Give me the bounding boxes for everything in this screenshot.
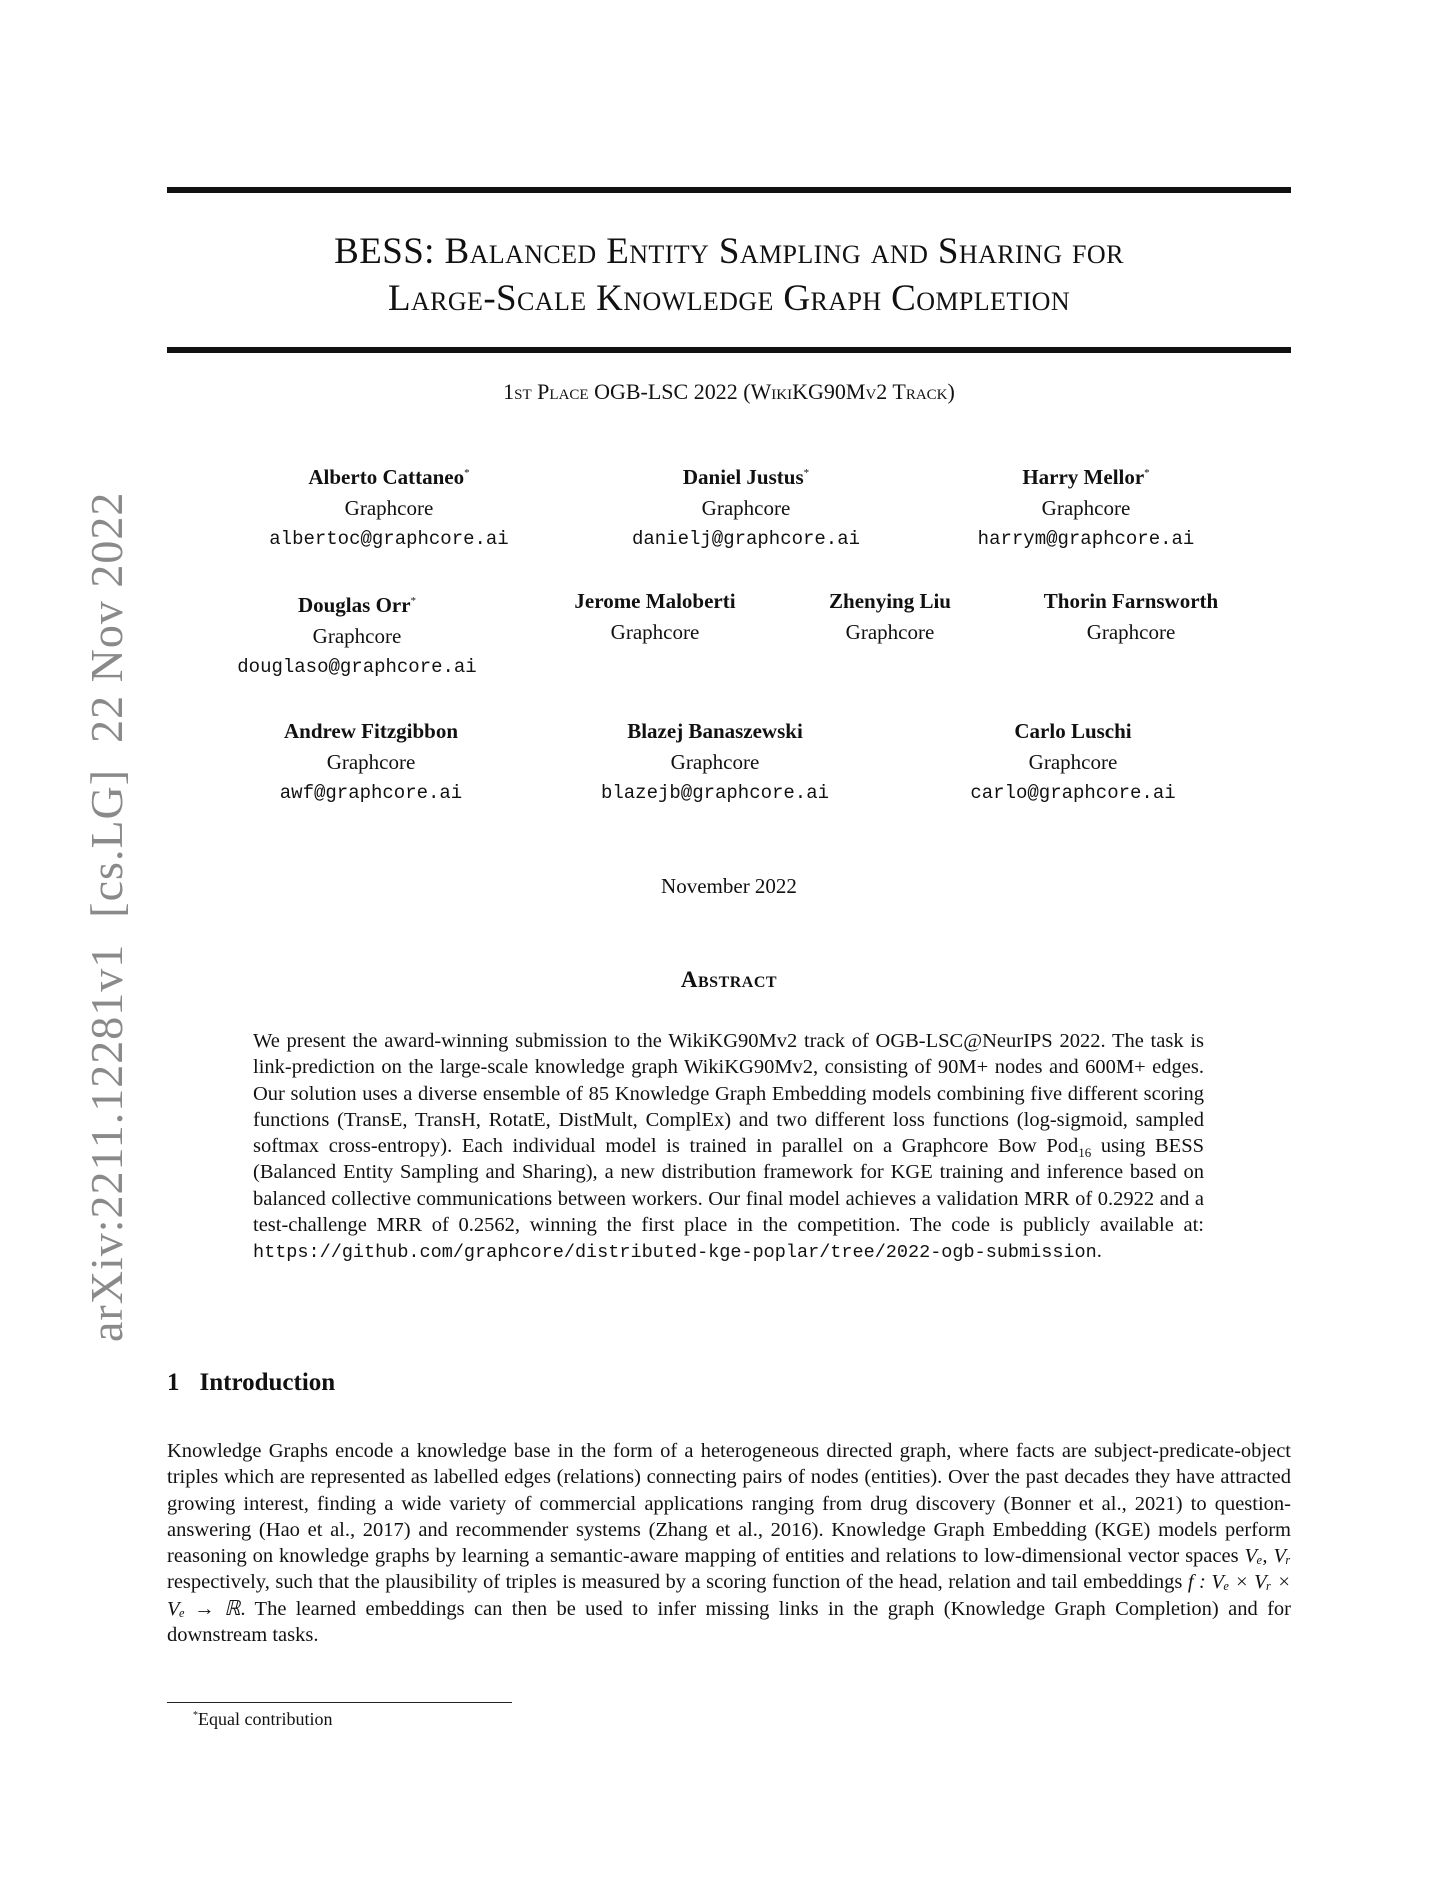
- author-email: carlo@graphcore.ai: [970, 782, 1176, 804]
- author-affiliation: Graphcore: [701, 496, 791, 520]
- paper-title: [167, 228, 1291, 322]
- title-top-rule: [167, 187, 1291, 193]
- author-email: danielj@graphcore.ai: [631, 528, 861, 550]
- arxiv-category: [cs.LG]: [81, 768, 132, 918]
- title-line-1: BESS: Balanced Entity Sampling and Sharing for: [334, 231, 1124, 272]
- author-name: Harry Mellor*: [1022, 465, 1150, 489]
- author-affiliation: Graphcore: [344, 496, 434, 520]
- math-vector-spaces: Vₑ, Vᵣ: [1244, 1545, 1292, 1568]
- author-name: Daniel Justus*: [682, 465, 810, 489]
- arxiv-sidebar-stamp: [80, 466, 133, 1342]
- author-name: Zhenying Liu: [829, 589, 951, 613]
- title-line-2: Large-Scale Knowledge Graph Completion: [387, 278, 1071, 319]
- title-bottom-rule: [167, 347, 1291, 353]
- section-number: 1: [167, 1369, 180, 1396]
- paper-date: November 2022: [661, 874, 797, 898]
- code-url-link[interactable]: https://github.com/graphcore/distributed-kge-poplar/tree/2022-ogb-submission: [253, 1242, 1097, 1264]
- section-title: Introduction: [199, 1369, 336, 1396]
- author-block: [978, 458, 1195, 555]
- author-email: douglaso@graphcore.ai: [237, 656, 477, 678]
- footnote: *Equal contribution: [193, 1709, 333, 1729]
- author-block: [601, 716, 829, 809]
- author-name: Blazej Banaszewski: [627, 719, 803, 743]
- author-name: Carlo Luschi: [1014, 719, 1132, 743]
- introduction-paragraph: Knowledge Graphs encode a knowledge base in the form of a heterogeneous directed graph, where facts are subject-predicate-object triples which are represented as labelled edges (relations) connecting pairs of nodes (entities). Over the past decades they have attracted growing interest, finding a wide variety of commercial applications ranging from drug discovery (Bonner et al., 2021) to question-answering (Hao et al., 2017) and recommender systems (Zhang et al., 2016). Knowledge Graph Embedding (KGE) models perform reasoning on knowledge graphs by learning a semantic-aware mapping of entities and relations to low-dimensional vector spaces Vₑ, Vᵣ respectively, such that the plausibility of triples is measured by a scoring function of the head, relation and tail embeddings f : Vₑ × Vᵣ × Vₑ → ℝ. The learned embeddings can then be used to infer missing links in the graph (Knowledge Graph Completion) and for downstream tasks.: [167, 1440, 1292, 1647]
- author-affiliation: Graphcore: [610, 620, 700, 644]
- author-name: Thorin Farnsworth: [1043, 589, 1219, 613]
- author-block: [280, 716, 462, 809]
- paper-subtitle: 1st Place OGB-LSC 2022 (WikiKG90Mv2 Track): [503, 379, 955, 404]
- author-email: awf@graphcore.ai: [279, 782, 463, 804]
- author-affiliation: Graphcore: [1028, 750, 1118, 774]
- footnote-rule: [167, 1702, 512, 1703]
- author-affiliation: Graphcore: [1086, 620, 1176, 644]
- author-name: Alberto Cattaneo*: [308, 465, 470, 489]
- author-block: [574, 586, 735, 648]
- author-block: [269, 458, 508, 555]
- arxiv-id: arXiv:2211.12281v1: [81, 943, 132, 1342]
- author-block: [1044, 586, 1218, 648]
- arxiv-date: 22 Nov 2022: [81, 491, 132, 743]
- author-email: albertoc@graphcore.ai: [269, 528, 509, 550]
- author-block: [829, 586, 951, 648]
- math-scoring-function: f : Vₑ × Vᵣ × Vₑ → ℝ: [167, 1571, 1292, 1620]
- author-block: [237, 586, 476, 683]
- author-name: Jerome Maloberti: [574, 589, 736, 613]
- author-name: Douglas Orr*: [297, 593, 417, 617]
- abstract-text: We present the award-winning submission to the WikiKG90Mv2 track of OGB-LSC@NeurIPS 2022. The task is link-prediction on the large-scale knowledge graph WikiKG90Mv2, consisting of 90M+ nodes and 600M+ edges. Our solution uses a diverse ensemble of 85 Knowledge Graph Embedding models combining five different scoring functions (TransE, TransH, RotatE, DistMult, ComplEx) and two different loss functions (log-sigmoid, sampled softmax cross-entropy). Each individual model is trained in parallel on a Graphcore Bow Pod$_{16}$ using BESS (Balanced Entity Sampling and Sharing), a new distribution framework for KGE training and inference based on balanced collective communications between workers. Our final model achieves a validation MRR of 0.2922 and a test-challenge MRR of 0.2562, winning the first place in the competition. The code is publicly available at: https://github.com/graphcore/distributed-kge-poplar/tree/2022-ogb-submission.: [253, 1030, 1204, 1264]
- author-affiliation: Graphcore: [845, 620, 935, 644]
- author-block: [632, 458, 860, 555]
- section-heading-introduction: [167, 1369, 335, 1397]
- author-name: Andrew Fitzgibbon: [283, 719, 459, 743]
- author-block: [970, 716, 1175, 809]
- author-email: harrym@graphcore.ai: [977, 528, 1195, 550]
- abstract-heading: Abstract: [680, 967, 778, 992]
- author-affiliation: Graphcore: [326, 750, 416, 774]
- author-affiliation: Graphcore: [1041, 496, 1131, 520]
- author-email: blazejb@graphcore.ai: [600, 782, 830, 804]
- author-affiliation: Graphcore: [312, 624, 402, 648]
- author-affiliation: Graphcore: [670, 750, 760, 774]
